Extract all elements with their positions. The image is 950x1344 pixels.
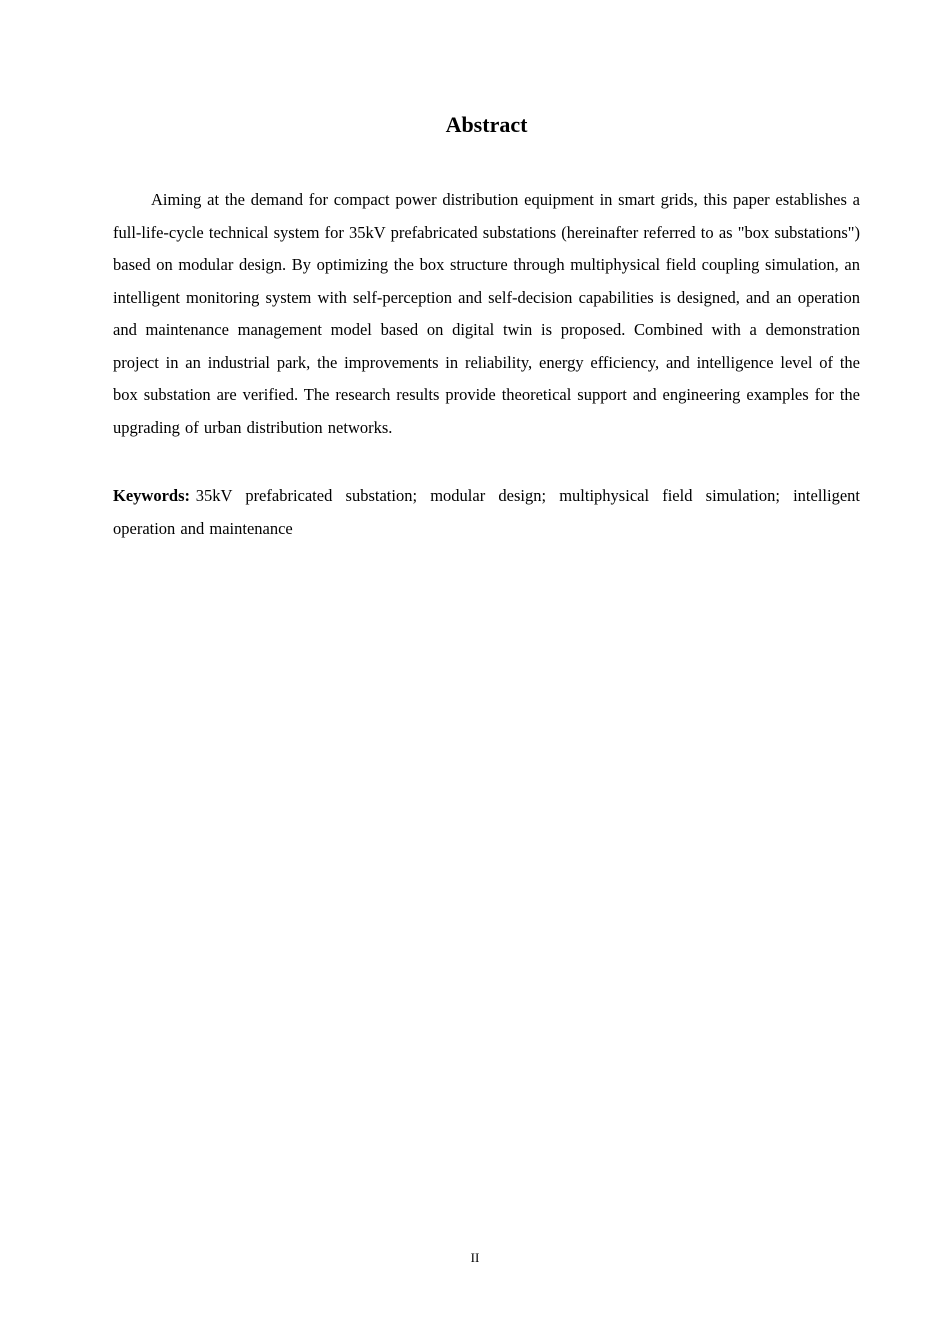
abstract-title: Abstract	[445, 112, 528, 137]
page-number: II	[470, 1250, 480, 1265]
abstract-body-paragraph: Aiming at the demand for compact power distribution equipment in smart grids, this paper establishes a full-life-cycle technical system for 35kV prefabricated substations (hereinafter referred to as "box substations") based on modular design. By optimizing the box structure through multiphysical field coupling simulation, an intelligent monitoring system with self-perception and self-decision capabilities is designed, and an operation and maintenance management model based on digital twin is proposed. Combined with a demonstration project in an industrial park, the improvements in reliability, energy efficiency, and intelligence level of the box substation are verified. The research results provide theoretical support and engineering examples for the upgrading of urban distribution networks.	[113, 190, 860, 437]
keywords-label: Keywords:	[113, 486, 190, 506]
keywords-paragraph	[113, 480, 860, 545]
keywords-text: 35kV prefabricated substation; modular design; multiphysical field simulation; intelligent operation and maintenance	[113, 486, 860, 538]
page-content	[0, 0, 950, 545]
